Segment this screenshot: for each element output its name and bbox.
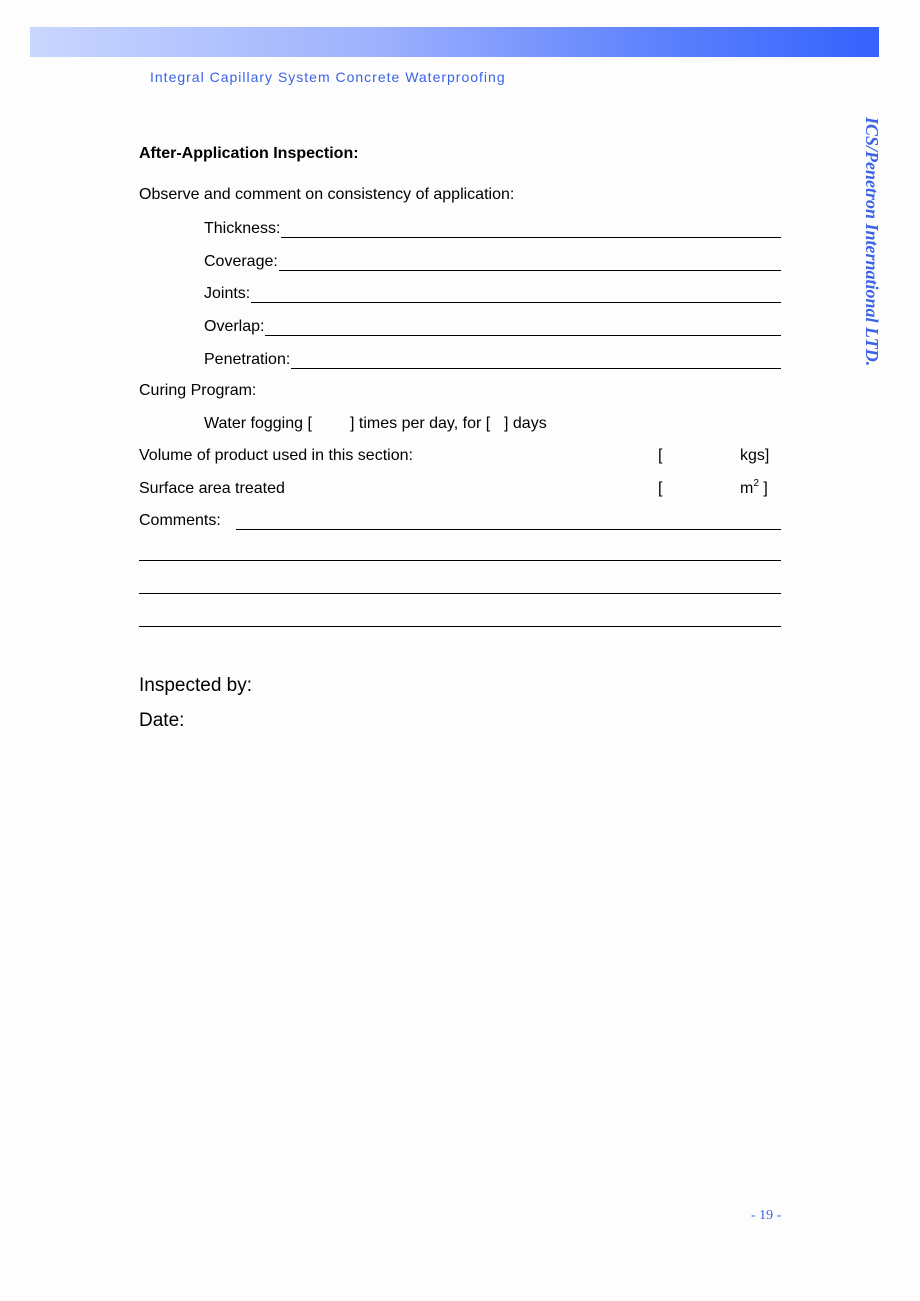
- section-heading: After-Application Inspection:: [139, 145, 359, 162]
- header-banner: [30, 27, 879, 57]
- page-number: - 19 -: [751, 1208, 782, 1223]
- overlap-line[interactable]: [265, 317, 781, 336]
- side-company-title: ICS/Penetron International LTD.: [862, 117, 882, 367]
- curing-program-label: Curing Program:: [139, 382, 257, 399]
- thickness-label: Thickness:: [204, 220, 281, 237]
- comments-field[interactable]: [139, 508, 781, 530]
- penetration-field[interactable]: [204, 347, 781, 369]
- comments-label: Comments:: [139, 512, 221, 529]
- volume-open-bracket: [: [658, 447, 663, 464]
- surface-unit: [740, 480, 768, 498]
- coverage-label: Coverage:: [204, 253, 278, 270]
- volume-label: Volume of product used in this section:: [139, 447, 413, 464]
- comments-line[interactable]: [236, 511, 781, 530]
- intro-text: Observe and comment on consistency of application:: [139, 186, 515, 203]
- thickness-line[interactable]: [281, 219, 781, 238]
- comments-line-2[interactable]: [139, 560, 781, 561]
- document-title: Integral Capillary System Concrete Waterproofing: [150, 69, 506, 85]
- thickness-field[interactable]: [204, 216, 781, 238]
- surface-area-label: Surface area treated: [139, 480, 285, 497]
- joints-label: Joints:: [204, 285, 251, 302]
- water-fogging-suffix: ] days: [504, 415, 547, 432]
- surface-unit-base: m: [740, 480, 754, 497]
- overlap-label: Overlap:: [204, 318, 265, 335]
- coverage-field[interactable]: [204, 249, 781, 271]
- surface-unit-close: ]: [758, 480, 768, 497]
- inspected-by-label: Inspected by:: [139, 675, 253, 696]
- penetration-label: Penetration:: [204, 351, 291, 368]
- water-fogging-middle: ] times per day, for [: [350, 415, 491, 432]
- surface-unit-exponent: 2: [753, 478, 759, 489]
- date-label: Date:: [139, 710, 185, 731]
- penetration-line[interactable]: [291, 350, 781, 369]
- volume-unit: kgs]: [740, 447, 770, 464]
- joints-field[interactable]: [204, 281, 781, 303]
- joints-line[interactable]: [251, 284, 781, 303]
- comments-line-3[interactable]: [139, 593, 781, 594]
- overlap-field[interactable]: [204, 314, 781, 336]
- coverage-line[interactable]: [279, 252, 781, 271]
- comments-line-4[interactable]: [139, 626, 781, 627]
- water-fogging-prefix: Water fogging [: [204, 415, 312, 432]
- surface-open-bracket: [: [658, 480, 663, 497]
